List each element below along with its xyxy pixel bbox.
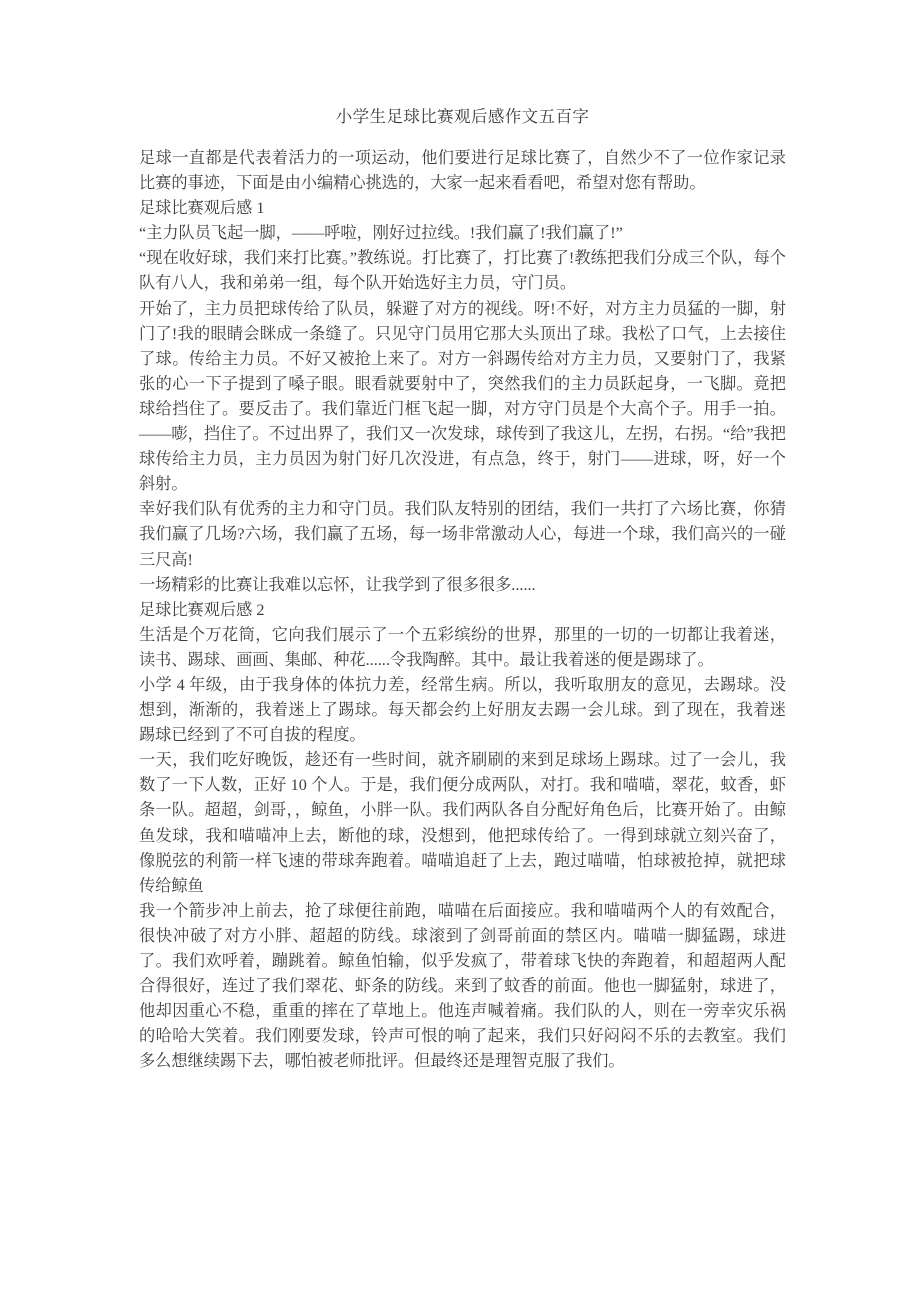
paragraph-kaleidoscope: 生活是个万花筒，它向我们展示了一个五彩缤纷的世界，那里的一切的一切都让我着迷，读书、踢球、画画、集邮、种花......令我陶醉。其中。最让我着迷的便是踢球了。	[139, 625, 786, 669]
paragraph-team-record: 幸好我们队有优秀的主力和守门员。我们队友特别的团结，我们一共打了六场比赛，你猜我们赢了几场?六场，我们赢了五场，每一场非常激动人心，每进一个球，我们高兴的一碰三尺高!	[139, 500, 786, 569]
section-heading-2: 足球比赛观后感 2	[139, 600, 265, 619]
paragraph-quote-1: “主力队员飞起一脚，——呼啦，刚好过拉线。!我们赢了!我们赢了!”	[139, 224, 623, 243]
section-heading-1: 足球比赛观后感 1	[139, 199, 265, 218]
paragraph-coach: “现在收好球，我们来打比赛。”教练说。打比赛了，打比赛了!教练把我们分成三个队，每个队有八人，我和弟弟一组，每个队开始选好主力员，守门员。	[139, 249, 786, 293]
paragraph-intro: 足球一直都是代表着活力的一项运动，他们要进行足球比赛了，自然少不了一位作家记录比赛的事迹，下面是由小编精心挑选的，大家一起来看看吧，希望对您有帮助。	[139, 149, 786, 193]
paragraph-evening-game: 一天，我们吃好晚饭，趁还有一些时间，就齐刷刷的来到足球场上踢球。过了一会儿，我数了一下人数，正好 10 个人。于是，我们便分成两队，对打。我和喵喵，翠花，蚊香，虾条一队。超超，剑哥，，鲸鱼，小胖一队。我们两队各自分配好角色后，比赛开始了。由鲸鱼发球，我和喵喵冲上去，断他的球，没想到，他把球传给了。一得到球就立刻兴奋了，像脱弦的利箭一样飞速的带球奔跑着。喵喵追赶了上去，跑过喵喵，怕球被抢掉，就把球传给鲸鱼	[139, 751, 786, 895]
document-content	[139, 104, 786, 1074]
paragraph-grade-four: 小学 4 年级，由于我身体的体抗力差，经常生病。所以，我听取朋友的意见，去踢球。没想到，渐渐的，我着迷上了踢球。每天都会约上好朋友去踢一会儿球。到了现在，我着迷踢球已经到了不可自拔的程度。	[139, 675, 786, 745]
paragraph-match-play: 开始了，主力员把球传给了队员，躲避了对方的视线。呀!不好，对方主力员猛的一脚，射门了!我的眼睛会眯成一条缝了。只见守门员用它那大头顶出了球。我松了口气，上去接住了球。传给主力员。不好又被抢上来了。对方一斜踢传给对方主力员，又要射门了，我紧张的心一下子提到了嗓子眼。眼看就要射中了，突然我们的主力员跃起身，一飞脚。竟把球给挡住了。要反击了。我们靠近门框飞起一脚，对方守门员是个大高个子。用手一拍。——嘭，挡住了。不过出界了，我们又一次发球，球传到了我这儿，左拐，右拐。“给”我把球传给主力员，主力员因为射门好几次没进，有点急，终于，射门——进球，呀，好一个斜射。	[139, 299, 786, 494]
paragraph-closing-1: 一场精彩的比赛让我难以忘怀，让我学到了很多很多......	[139, 575, 536, 594]
page-title: 小学生足球比赛观后感作文五百字	[335, 107, 590, 126]
paragraph-final-match: 我一个箭步冲上前去，抢了球便往前跑，喵喵在后面接应。我和喵喵两个人的有效配合，很快冲破了对方小胖、超超的防线。球滚到了剑哥前面的禁区内。喵喵一脚猛踢，球进了。我们欢呼着，蹦跳着。鲸鱼怕输，似乎发疯了，带着球飞快的奔跑着，和超超两人配合得很好，连过了我们翠花、虾条的防线。来到了蚊香的前面。他也一脚猛射，球进了，他却因重心不稳，重重的摔在了草地上。他连声喊着痛。我们队的人，则在一旁幸灾乐祸的哈哈大笑着。我们刚要发球，铃声可恨的响了起来，我们只好闷闷不乐的去教室。我们多么想继续踢下去，哪怕被老师批评。但最终还是理智克服了我们。	[139, 901, 786, 1071]
document-body	[139, 146, 786, 1074]
